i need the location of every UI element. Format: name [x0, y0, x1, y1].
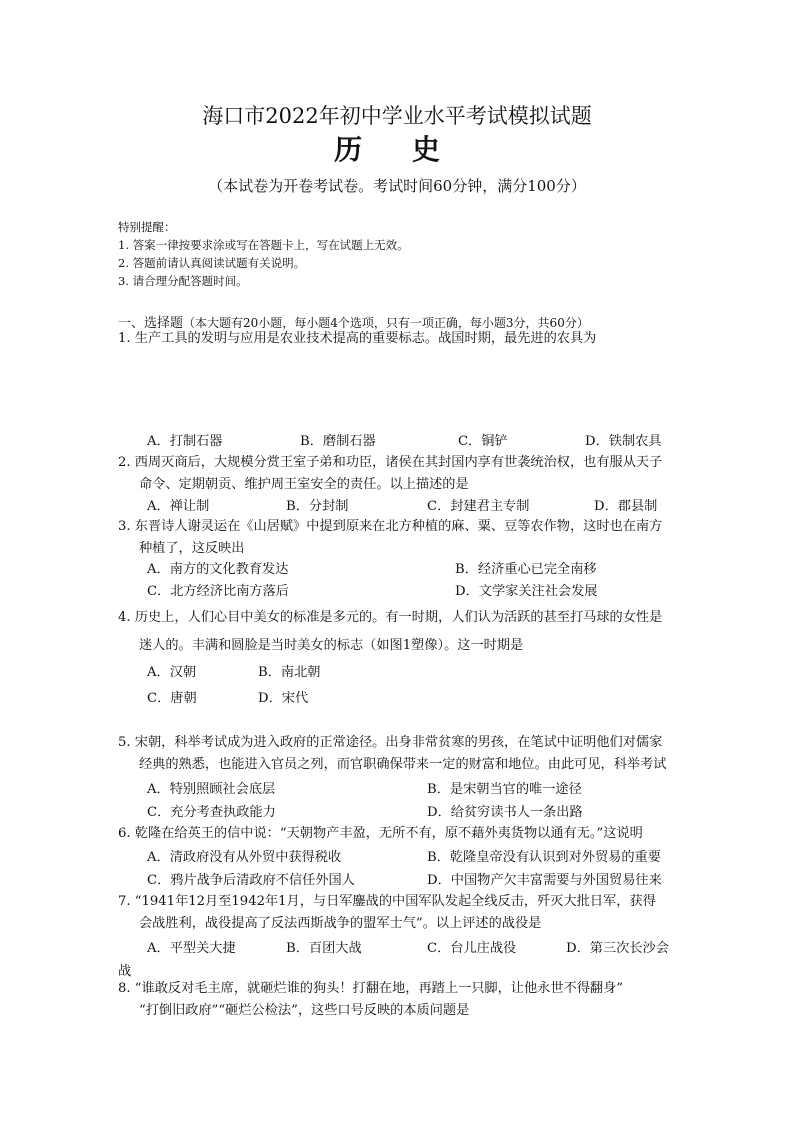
question-stem: 8. “谁敢反对毛主席，就砸烂谁的狗头！打翻在地，再踏上一只脚，让他永世不得翻身” [118, 981, 624, 996]
exam-title: 海口市2022年初中学业水平考试模拟试题 [202, 104, 592, 128]
option-b: B．是宋朝当官的唯一途径 [427, 782, 582, 797]
option-b: B．分封制 [286, 499, 349, 514]
question-1 [118, 328, 596, 350]
tip-item: 1. 答案一律按要求涂或写在答题卡上，写在试题上无效。 [118, 238, 409, 252]
tips-heading: 特别提醒： [118, 220, 176, 234]
question-3 [118, 516, 662, 560]
question-stem: 2. 西周灭商后，大规模分赏王室子弟和功臣，诸侯在其封国内享有世袭统治权，也有服从天子 [118, 455, 663, 470]
option-b: B．乾隆皇帝没有认识到对外贸易的重要 [427, 850, 661, 865]
option-d: D．中国物产欠丰富需要与外国贸易往来 [427, 873, 662, 888]
option-d: D．文学家关注社会发展 [455, 584, 598, 599]
question-5 [118, 732, 667, 776]
option-c: C．台儿庄战役 [427, 941, 517, 956]
question-7 [118, 891, 656, 935]
question-stem: 4. 历史上，人们心目中美女的标准是多元的。有一时期，人们认为活跃的甚至打马球的女性是 [118, 610, 663, 625]
question-8 [118, 978, 623, 1022]
question-6 [118, 823, 643, 845]
question-stem-cont: “打倒旧政府”“砸烂公检法”，这些口号反映的本质问题是 [139, 1003, 470, 1018]
option-d: D．第三次长沙会 [566, 941, 669, 956]
question-stem: 5. 宋朝，科举考试成为进入政府的正常途径。出身非常贫寒的男孩，在笔试中证明他们对儒家 [118, 735, 663, 750]
option-c: C．充分考查执政能力 [147, 805, 276, 820]
option-a: A．禅让制 [147, 499, 210, 514]
question-stem: 3. 东晋诗人谢灵运在《山居赋》中提到原来在北方种植的麻、粟、豆等农作物，这时也在南方 [118, 519, 663, 534]
option-d: D．铁制农具 [585, 434, 662, 449]
tip-item: 3. 请合理分配答题时间。 [118, 274, 248, 288]
option-a: A．平型关大捷 [147, 941, 236, 956]
question-4 [118, 604, 662, 660]
question-stem-cont: 经典的熟悉，也能进入官员之列，而官职确保带来一定的财富和地位。由此可见，科举考试 [139, 757, 667, 772]
option-b: B．经济重心已完全南移 [455, 562, 597, 577]
option-a: A．特别照顾社会底层 [147, 782, 276, 797]
option-d: D．郡县制 [594, 499, 658, 514]
question-stem: 1. 生产工具的发明与应用是农业技术提高的重要标志。战国时期，最先进的农具为 [118, 331, 597, 346]
section-label: 一、选择题 [118, 316, 184, 331]
special-tips [118, 218, 409, 290]
option-a: A．清政府没有从外贸中获得税收 [147, 850, 342, 865]
option-c: C．唐朝 [147, 691, 197, 706]
option-d-overflow: 战 [118, 964, 132, 979]
option-d: D．给贫穷读书人一条出路 [427, 805, 583, 820]
option-b: B．南北朝 [258, 665, 321, 680]
question-stem: 6. 乾隆在给英王的信中说：“天朝物产丰盈，无所不有，原不藉外夷货物以通有无。”这说明 [118, 826, 643, 841]
option-a: A．汉朝 [147, 665, 197, 680]
option-b: B．磨制石器 [300, 434, 376, 449]
tip-item: 2. 答题前请认真阅读试题有关说明。 [118, 256, 306, 270]
question-stem-cont: 种植了，这反映出 [139, 541, 245, 556]
option-b: B．百团大战 [286, 941, 362, 956]
option-c: C．北方经济比南方落后 [147, 584, 289, 599]
question-stem-cont: 命令、定期朝贡、维护周王室安全的责任。以上描述的是 [139, 477, 469, 492]
exam-note: （本试卷为开卷考试卷。考试时间60分钟，满分100分） [208, 177, 586, 195]
option-a: A．南方的文化教育发达 [147, 562, 289, 577]
question-2 [118, 452, 662, 496]
option-c: C．铜铲 [458, 434, 508, 449]
option-d: D．宋代 [258, 691, 309, 706]
question-stem: 7. “1941年12月至1942年1月，与日军鏖战的中国军队发起全线反击，歼灭大批日军，获得 [118, 894, 656, 909]
option-c: C．鸦片战争后清政府不信任外国人 [147, 873, 355, 888]
option-a: A．打制石器 [147, 434, 223, 449]
question-stem-cont: 迷人的。丰满和圆脸是当时美女的标志（如图1塑像）。这一时期是 [139, 638, 524, 653]
subject-title: 历 史 [334, 133, 460, 166]
question-stem-cont: 会战胜利，战役提高了反法西斯战争的盟军士气”。以上评述的战役是 [139, 916, 542, 931]
section-desc: （本大题有20小题，每小题4个选项，只有一项正确，每小题3分，共60分） [183, 316, 589, 330]
option-c: C．封建君主专制 [427, 499, 530, 514]
